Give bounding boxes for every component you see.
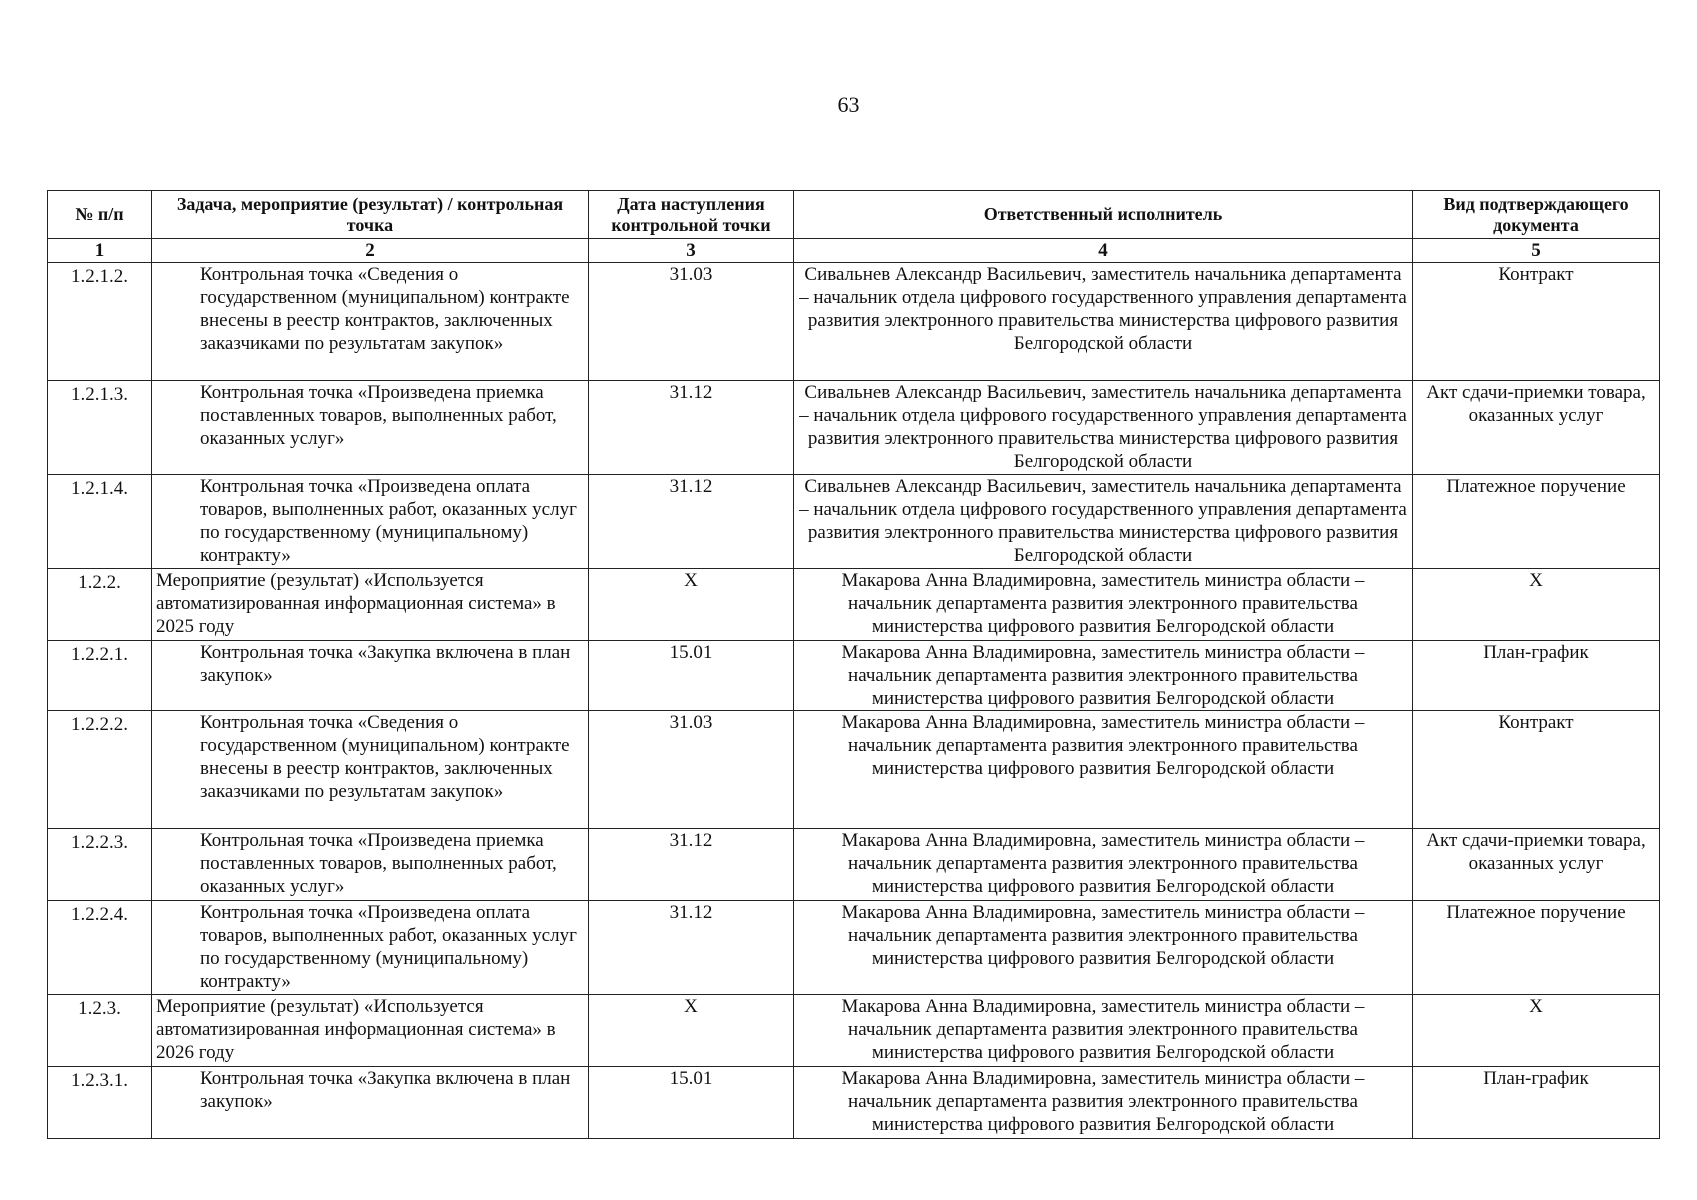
table-header-row (48, 191, 1660, 239)
row-number: 1.2.3. (48, 995, 152, 1067)
row-responsible: Сивальнев Александр Васильевич, заместитель начальника департамента – начальник отдела цифрового государственного управления департамента развития электронного правительства министерства цифрового развития Белгородской области (794, 263, 1413, 381)
row-number: 1.2.1.2. (48, 263, 152, 381)
header-task: Задача, мероприятие (результат) / контрольная точка (152, 191, 589, 239)
row-document: Х (1413, 995, 1660, 1067)
row-task: Мероприятие (результат) «Используется автоматизированная информационная система» в 2026 году (152, 995, 589, 1067)
row-responsible: Макарова Анна Владимировна, заместитель министра области – начальник департамента развития электронного правительства министерства цифрового развития Белгородской области (794, 1067, 1413, 1139)
table-row (48, 711, 1660, 829)
column-number: 4 (794, 239, 1413, 263)
row-responsible: Сивальнев Александр Васильевич, заместитель начальника департамента – начальник отдела цифрового государственного управления департамента развития электронного правительства министерства цифрового развития Белгородской области (794, 475, 1413, 569)
row-number: 1.2.2.4. (48, 901, 152, 995)
header-responsible: Ответственный исполнитель (794, 191, 1413, 239)
row-document: Платежное поручение (1413, 901, 1660, 995)
row-task: Мероприятие (результат) «Используется автоматизированная информационная система» в 2025 году (152, 569, 589, 641)
row-number: 1.2.1.3. (48, 381, 152, 475)
row-date: 31.12 (589, 475, 794, 569)
table-row (48, 901, 1660, 995)
row-document: План-график (1413, 1067, 1660, 1139)
row-task: Контрольная точка «Сведения о государственном (муниципальном) контракте внесены в реестр контрактов, заключенных заказчиками по результатам закупок» (152, 263, 589, 381)
column-number-row (48, 239, 1660, 263)
row-date: Х (589, 995, 794, 1067)
row-task: Контрольная точка «Сведения о государственном (муниципальном) контракте внесены в реестр контрактов, заключенных заказчиками по результатам закупок» (152, 711, 589, 829)
row-date: 31.03 (589, 263, 794, 381)
row-task: Контрольная точка «Произведена оплата товаров, выполненных работ, оказанных услуг по государственному (муниципальному) контракту» (152, 475, 589, 569)
row-document: Акт сдачи-приемки товара, оказанных услуг (1413, 381, 1660, 475)
row-responsible: Макарова Анна Владимировна, заместитель министра области – начальник департамента развития электронного правительства министерства цифрового развития Белгородской области (794, 711, 1413, 829)
table-row (48, 641, 1660, 711)
row-task: Контрольная точка «Закупка включена в план закупок» (152, 1067, 589, 1139)
table-row (48, 381, 1660, 475)
row-number: 1.2.1.4. (48, 475, 152, 569)
row-document: Контракт (1413, 263, 1660, 381)
row-responsible: Сивальнев Александр Васильевич, заместитель начальника департамента – начальник отдела цифрового государственного управления департамента развития электронного правительства министерства цифрового развития Белгородской области (794, 381, 1413, 475)
row-responsible: Макарова Анна Владимировна, заместитель министра области – начальник департамента развития электронного правительства министерства цифрового развития Белгородской области (794, 995, 1413, 1067)
column-number: 2 (152, 239, 589, 263)
row-date: 31.12 (589, 901, 794, 995)
table-row (48, 1067, 1660, 1139)
column-number: 3 (589, 239, 794, 263)
header-document: Вид подтверждающего документа (1413, 191, 1660, 239)
column-number: 5 (1413, 239, 1660, 263)
row-number: 1.2.2. (48, 569, 152, 641)
row-responsible: Макарова Анна Владимировна, заместитель министра области – начальник департамента развития электронного правительства министерства цифрового развития Белгородской области (794, 829, 1413, 901)
table-row (48, 995, 1660, 1067)
table-row (48, 475, 1660, 569)
row-date: 15.01 (589, 641, 794, 711)
header-num: № п/п (48, 191, 152, 239)
row-number: 1.2.2.2. (48, 711, 152, 829)
row-number: 1.2.2.1. (48, 641, 152, 711)
row-document: Х (1413, 569, 1660, 641)
row-number: 1.2.3.1. (48, 1067, 152, 1139)
row-date: 31.12 (589, 381, 794, 475)
table-row (48, 569, 1660, 641)
table-row (48, 263, 1660, 381)
header-date: Дата наступления контрольной точки (589, 191, 794, 239)
column-number: 1 (48, 239, 152, 263)
row-task: Контрольная точка «Закупка включена в план закупок» (152, 641, 589, 711)
table-row (48, 829, 1660, 901)
row-date: 31.03 (589, 711, 794, 829)
page-number: 63 (837, 92, 860, 117)
control-points-table (47, 190, 1660, 1139)
row-responsible: Макарова Анна Владимировна, заместитель министра области – начальник департамента развития электронного правительства министерства цифрового развития Белгородской области (794, 901, 1413, 995)
row-responsible: Макарова Анна Владимировна, заместитель министра области – начальник департамента развития электронного правительства министерства цифрового развития Белгородской области (794, 641, 1413, 711)
row-responsible: Макарова Анна Владимировна, заместитель министра области – начальник департамента развития электронного правительства министерства цифрового развития Белгородской области (794, 569, 1413, 641)
row-task: Контрольная точка «Произведена приемка поставленных товаров, выполненных работ, оказанных услуг» (152, 829, 589, 901)
row-number: 1.2.2.3. (48, 829, 152, 901)
row-document: Контракт (1413, 711, 1660, 829)
row-document: Платежное поручение (1413, 475, 1660, 569)
row-document: Акт сдачи-приемки товара, оказанных услуг (1413, 829, 1660, 901)
row-document: План-график (1413, 641, 1660, 711)
row-task: Контрольная точка «Произведена приемка поставленных товаров, выполненных работ, оказанных услуг» (152, 381, 589, 475)
row-date: 15.01 (589, 1067, 794, 1139)
row-task: Контрольная точка «Произведена оплата товаров, выполненных работ, оказанных услуг по государственному (муниципальному) контракту» (152, 901, 589, 995)
row-date: 31.12 (589, 829, 794, 901)
row-date: Х (589, 569, 794, 641)
